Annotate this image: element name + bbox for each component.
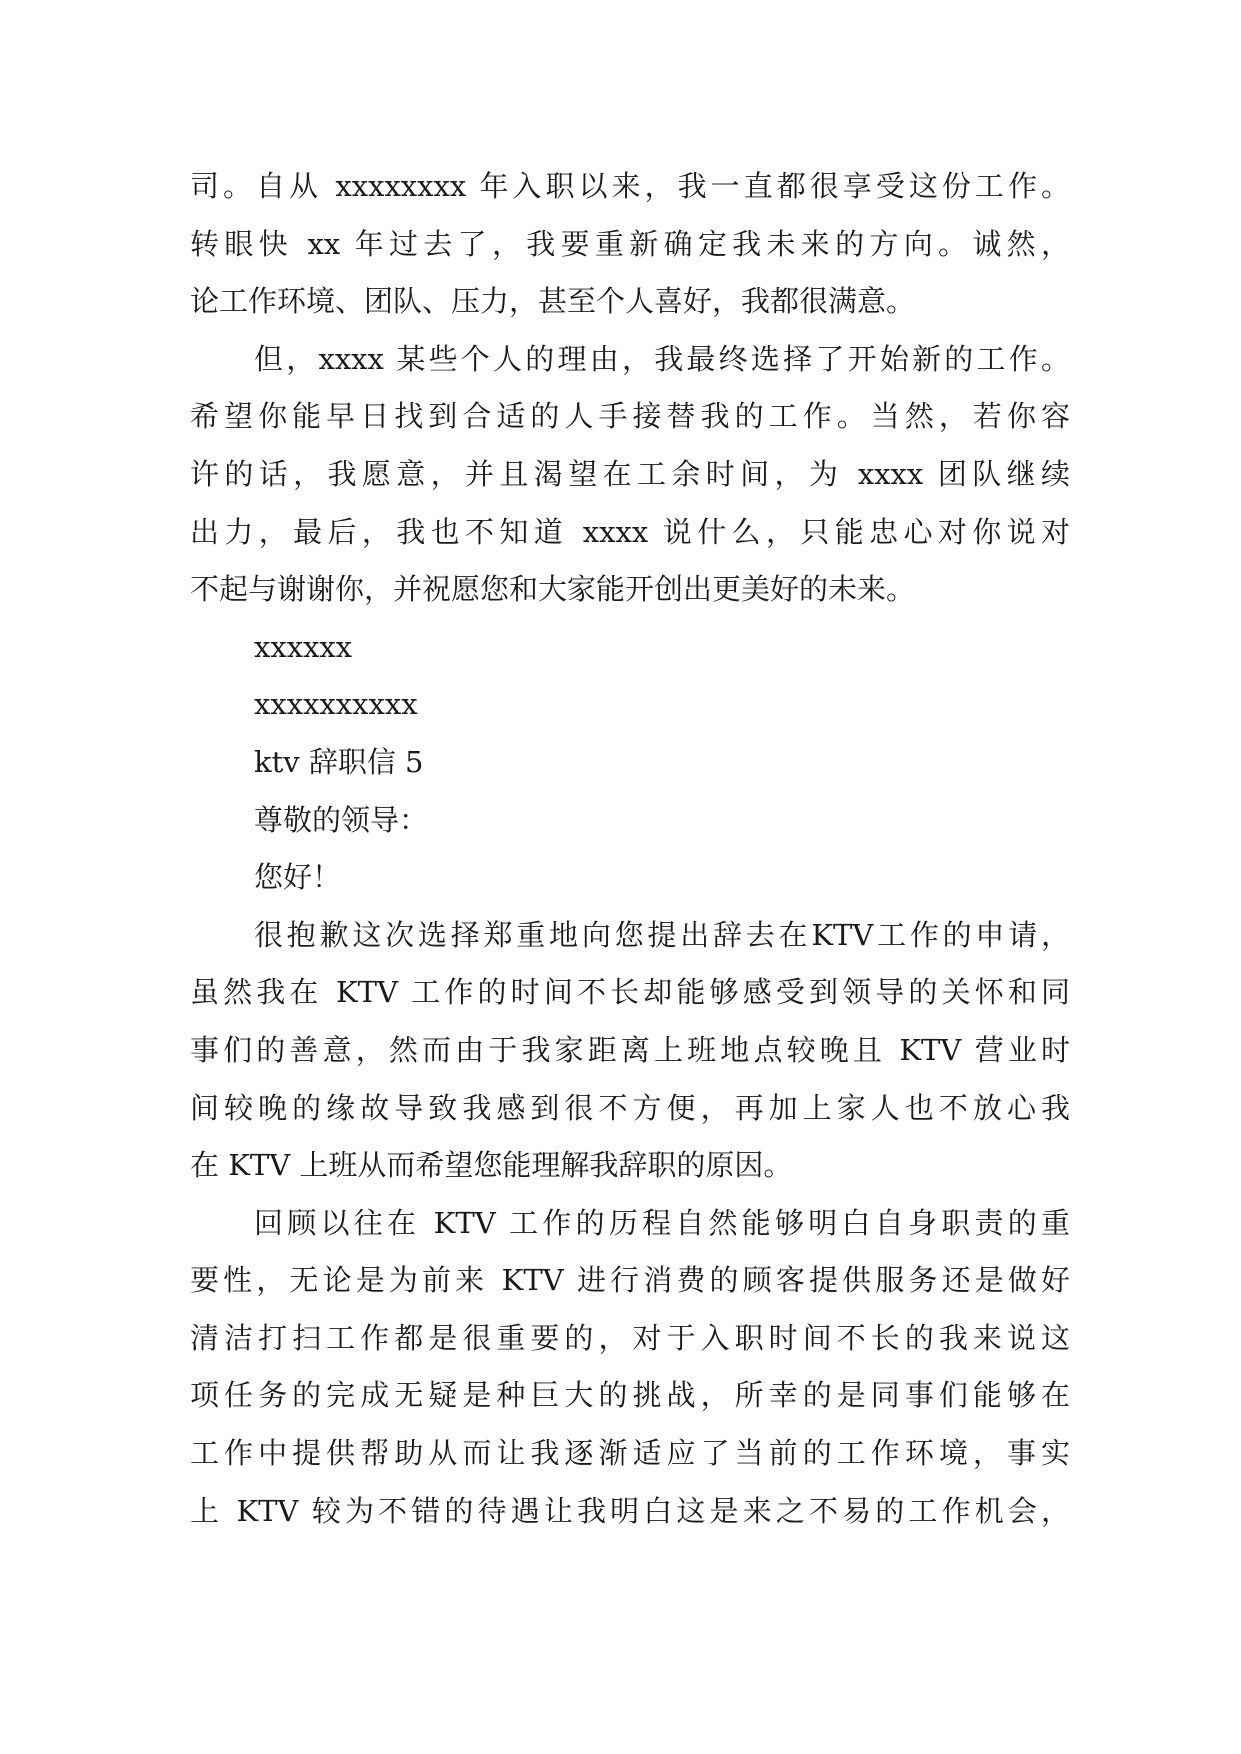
text-line: 不起与谢谢你，并祝愿您和大家能开创出更美好的未来。 — [190, 572, 916, 607]
text-line: 项任务的完成无疑是种巨大的挑战，所幸的是同事们能够在 — [190, 1378, 1070, 1413]
text-line: 论工作环境、团队、压力，甚至个人喜好，我都很满意。 — [190, 284, 916, 319]
paragraph-reason — [190, 331, 1070, 619]
text-line: 间较晚的缘故导致我感到很不方便，再加上家人也不放心我 — [190, 1090, 1070, 1125]
text-line: 事们的善意，然而由于我家距离上班地点较晚且 KTV 营业时 — [190, 1032, 1070, 1067]
text-line: 在 KTV 上班从而希望您能理解我辞职的原因。 — [190, 1148, 793, 1183]
greeting: 您好！ — [254, 860, 342, 895]
paragraph-continuation — [190, 158, 1070, 331]
text-line: 要性，无论是为前来 KTV 进行消费的顾客提供服务还是做好 — [190, 1263, 1070, 1298]
text-line: 但，xxxx 某些个人的理由，我最终选择了开始新的工作。 — [254, 341, 1070, 376]
text-line: 上 KTV 较为不错的待遇让我明白这是来之不易的工作机会， — [190, 1493, 1070, 1528]
text-line: 工作中提供帮助从而让我逐渐适应了当前的工作环境，事实 — [190, 1436, 1070, 1471]
paragraph-resignation-request — [190, 907, 1070, 1195]
text-line: 出力，最后，我也不知道 xxxx 说什么，只能忠心对你说对 — [190, 514, 1070, 549]
salutation: 尊敬的领导： — [254, 802, 429, 837]
text-line: 虽然我在 KTV 工作的时间不长却能够感受到领导的关怀和同 — [190, 975, 1070, 1010]
letter-title: ktv 辞职信 5 — [254, 744, 424, 779]
paragraph-reflection — [190, 1195, 1070, 1541]
text-line: 很抱歉这次选择郑重地向您提出辞去在KTV工作的申请， — [254, 917, 1070, 952]
text-line: 清洁打扫工作都是很重要的，对于入职时间不长的我来说这 — [190, 1320, 1070, 1355]
text-line: 回顾以往在 KTV 工作的历程自然能够明白自身职责的重 — [254, 1205, 1070, 1240]
signature-name: xxxxxx — [254, 629, 353, 664]
text-line: 司。自从 xxxxxxxx 年入职以来，我一直都很享受这份工作。 — [190, 169, 1070, 203]
text-line: 希望你能早日找到合适的人手接替我的工作。当然，若你容 — [190, 399, 1070, 434]
text-line: 许的话，我愿意，并且渴望在工余时间，为 xxxx 团队继续 — [190, 456, 1070, 491]
text-line: 转眼快 xx 年过去了，我要重新确定我未来的方向。诚然， — [190, 226, 1070, 261]
letter-body — [190, 158, 1070, 1540]
signature-date: xxxxxxxxxx — [254, 687, 418, 722]
